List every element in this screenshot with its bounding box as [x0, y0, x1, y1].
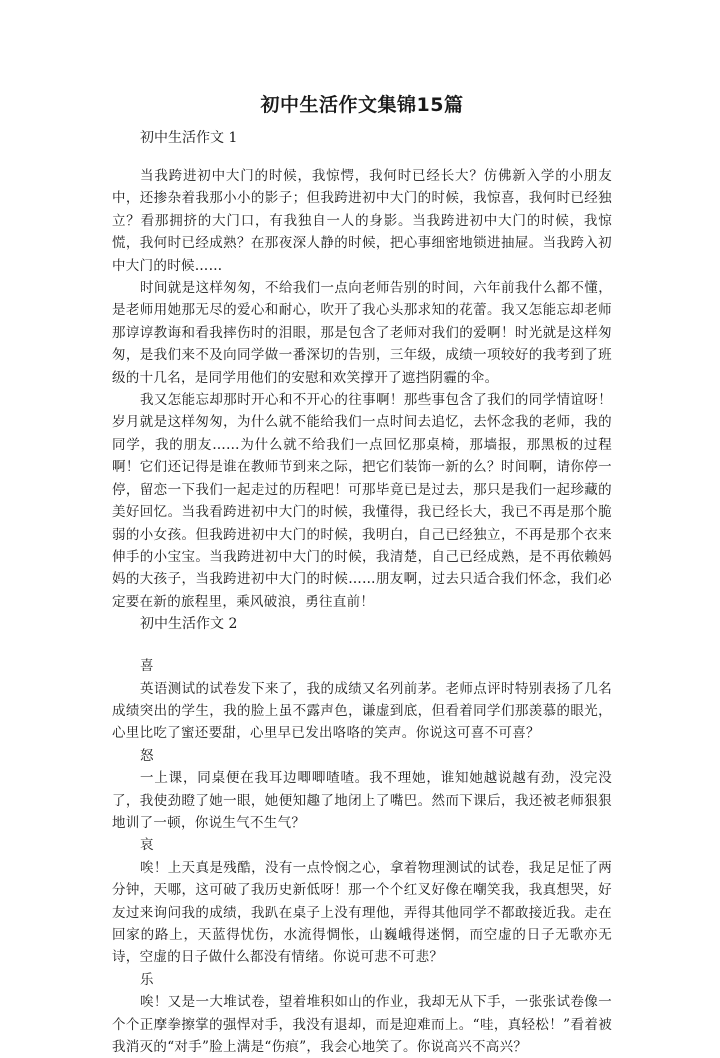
section-text-sorrow: 唉！上天真是残酷，没有一点怜悯之心，拿着物理测试的试卷，我足足怔了两分钟，天哪，这可破了我历史新低呀！那一个个红叉好像在嘲笑我，我真想哭，好友过来询问我的成绩，我趴在桌子上没有理他，弄得其他同学不都敢接近我。走在回家的路上，天蓝得忧伤，水流得惆怅，山巍峨得迷惘，而空虚的日子无歌亦无诗，空虚的日子做什么都没有情绪。你说可悲不可悲？ [112, 859, 612, 966]
section-label-happiness: 乐 [140, 971, 154, 988]
section-label-anger: 怒 [140, 747, 154, 764]
document-title: 初中生活作文集锦15篇 [260, 94, 464, 116]
essay-1-paragraph: 我又怎能忘却那时开心和不开心的往事啊！那些事包含了我们的同学情谊呀！岁月就是这样匆匆，为什么就不能给我们一点时间去追忆，去怀念我的老师，我的同学，我的朋友……为什么就不给我们一点回忆那桌椅，那墙报，那黑板的过程啊！它们还记得是谁在教师节到来之际，把它们装饰一新的么？时间啊，请你停一停，留恋一下我们一起走过的历程吧！可那毕竟已是过去，那只是我们一起珍藏的美好回忆。当我看跨进初中大门的时候，我懂得，我已经长大，我已不再是那个脆弱的小女孩。但我跨进初中大门的时候，我明白，自己已经独立，不再是那个衣来伸手的小宝宝。当我跨进初中大门的时候，我清楚，自己已经成熟，是不再依赖妈妈的大孩子，当我跨进初中大门的时候……朋友啊，过去只适合我们怀念，我们必定要在新的旅程里，乘风破浪，勇往直前！ [112, 392, 612, 610]
section-text-joy: 英语测试的试卷发下来了，我的成绩又名列前茅。老师点评时特别表扬了几名成绩突出的学生，我的脸上虽不露声色，谦虚到底，但看着同学们那羡慕的眼光，心里比吃了蜜还要甜，心里早已发出咯咯的笑声。你说这可喜不可喜？ [112, 680, 612, 742]
section-text-happiness: 唉！又是一大堆试卷，望着堆积如山的作业，我却无从下手，一张张试卷像一个个正摩拳擦掌的强悍对手，我没有退却，而是迎难而上。“哇，真轻松！”看着被我消灭的“对手”脸上满是“伤痕”，我会心地笑了。你说高兴不高兴？ [112, 994, 612, 1056]
essay-2 [112, 613, 612, 1058]
essay-1-paragraph: 时间就是这样匆匆，不给我们一点向老师告别的时间，六年前我什么都不懂，是老师用她那无尽的爱心和耐心，吹开了我心头那求知的花蕾。我又怎能忘却老师那谆谆教诲和看我摔伤时的泪眼，那是包含了老师对我们的爱啊！时光就是这样匆匆，是我们来不及向同学做一番深切的告别，三年级，成绩一项较好的我考到了班级的十几名，是同学用他们的安慰和欢笑撑开了遮挡阴霾的伞。 [112, 280, 612, 386]
essay-1-heading: 初中生活作文 1 [140, 130, 238, 146]
section-label-sorrow: 哀 [140, 837, 154, 854]
section-label-joy: 喜 [140, 658, 154, 675]
essay-2-heading: 初中生活作文 2 [140, 616, 238, 633]
section-text-anger: 一上课，同桌便在我耳边唧唧喳喳。我不理她，谁知她越说越有劲，没完没了，我使劲瞪了她一眼，她便知趣了地闭上了嘴巴。然而下课后，我还被老师狠狠地训了一顿，你说生气不生气？ [112, 770, 612, 831]
essay-1-paragraph: 当我跨进初中大门的时候，我惊愕，我何时已经长大？仿佛新入学的小朋友中，还掺杂着我那小小的影子；但我跨进初中大门的时候，我惊喜，我何时已经独立？看那拥挤的大门口，有我独自一人的身影。当我跨进初中大门的时候，我惊慌，我何时已经成熟？在那夜深人静的时候，把心事细密地锁进抽屉。当我跨入初中大门的时候…… [112, 168, 612, 274]
essay-1 [112, 127, 612, 613]
